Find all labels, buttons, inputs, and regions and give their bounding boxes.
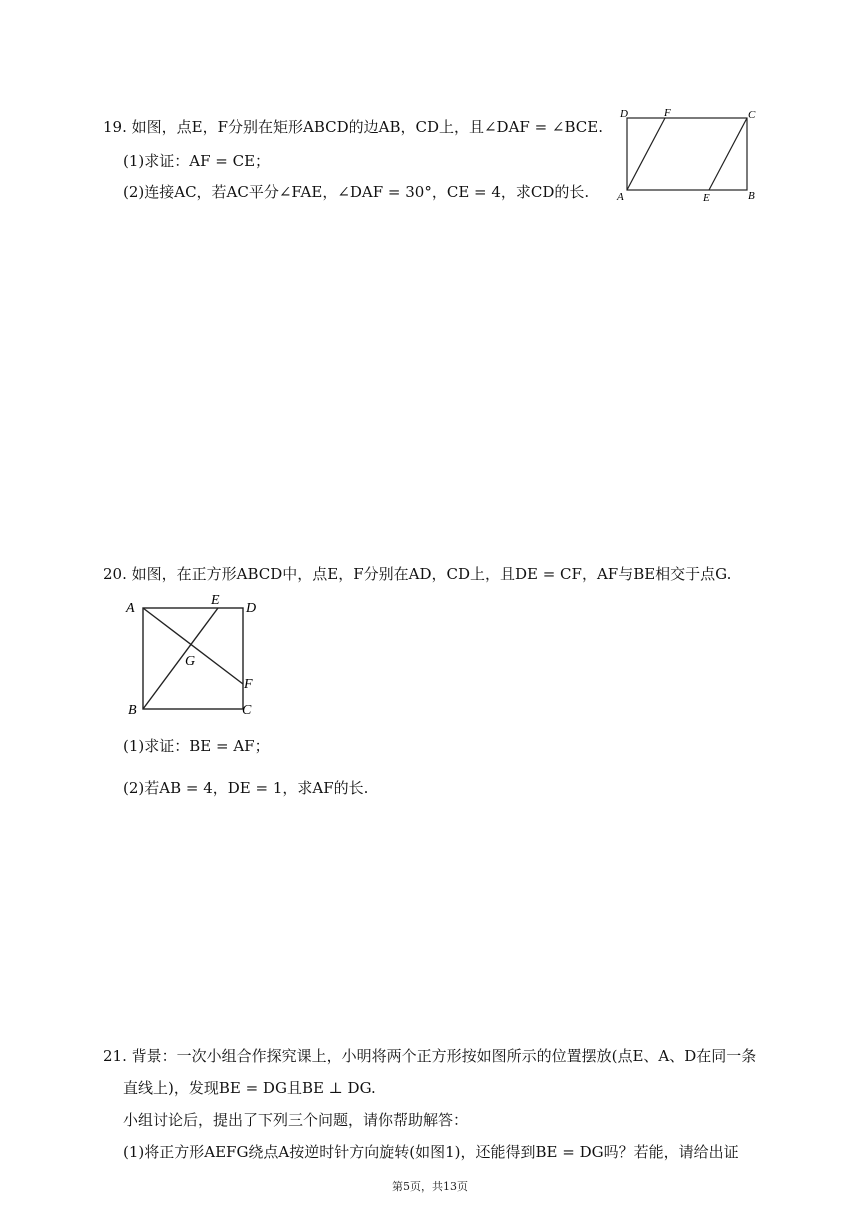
label-a: A xyxy=(126,601,135,616)
q21-line1: 21. 背景：一次小组合作探究课上，小明将两个正方形按如图所示的位置摆放(点E、A、D在同一条 xyxy=(103,1047,757,1065)
label-d: D xyxy=(246,601,257,616)
segment-be xyxy=(143,608,218,709)
label-b: B xyxy=(128,703,137,718)
page-footer: 第5页，共13页 xyxy=(392,1180,468,1193)
label-d: D xyxy=(620,108,628,120)
q21-line3: 小组讨论后，提出了下列三个问题，请你帮助解答： xyxy=(123,1111,469,1129)
segment-af xyxy=(143,608,243,684)
q21-line4: (1)将正方形AEFG绕点A按逆时针方向旋转(如图1)，还能得到BE = DG吗？若能，请给出证 xyxy=(123,1143,739,1161)
label-g: G xyxy=(185,654,196,669)
q19-figure xyxy=(612,104,762,204)
label-e: E xyxy=(211,593,220,608)
segment-af xyxy=(627,118,665,190)
label-c: C xyxy=(748,109,756,121)
segment-ce xyxy=(709,118,747,190)
label-e: E xyxy=(703,192,710,204)
q19-part1: (1)求证：AF = CE； xyxy=(123,152,271,170)
q19-stem: 19. 如图，点E，F分别在矩形ABCD的边AB，CD上，且∠DAF = ∠BCE. xyxy=(103,118,603,136)
label-f: F xyxy=(664,107,671,119)
label-c: C xyxy=(242,703,252,718)
q19-part2: (2)连接AC，若AC平分∠FAE，∠DAF = 30°，CE = 4，求CD的长. xyxy=(123,183,590,201)
label-a: A xyxy=(617,191,624,203)
rectangle-abcd xyxy=(627,118,747,190)
q20-stem: 20. 如图，在正方形ABCD中，点E，F分别在AD，CD上，且DE = CF，AF与BE相交于点G. xyxy=(103,565,732,583)
q20-part1: (1)求证：BE = AF； xyxy=(123,737,270,755)
q20-part2: (2)若AB = 4，DE = 1，求AF的长. xyxy=(123,779,369,797)
label-f: F xyxy=(244,677,253,692)
q20-figure xyxy=(120,590,270,725)
label-b: B xyxy=(748,190,755,202)
q21-line2: 直线上)，发现BE = DG且BE ⊥ DG. xyxy=(123,1079,376,1097)
